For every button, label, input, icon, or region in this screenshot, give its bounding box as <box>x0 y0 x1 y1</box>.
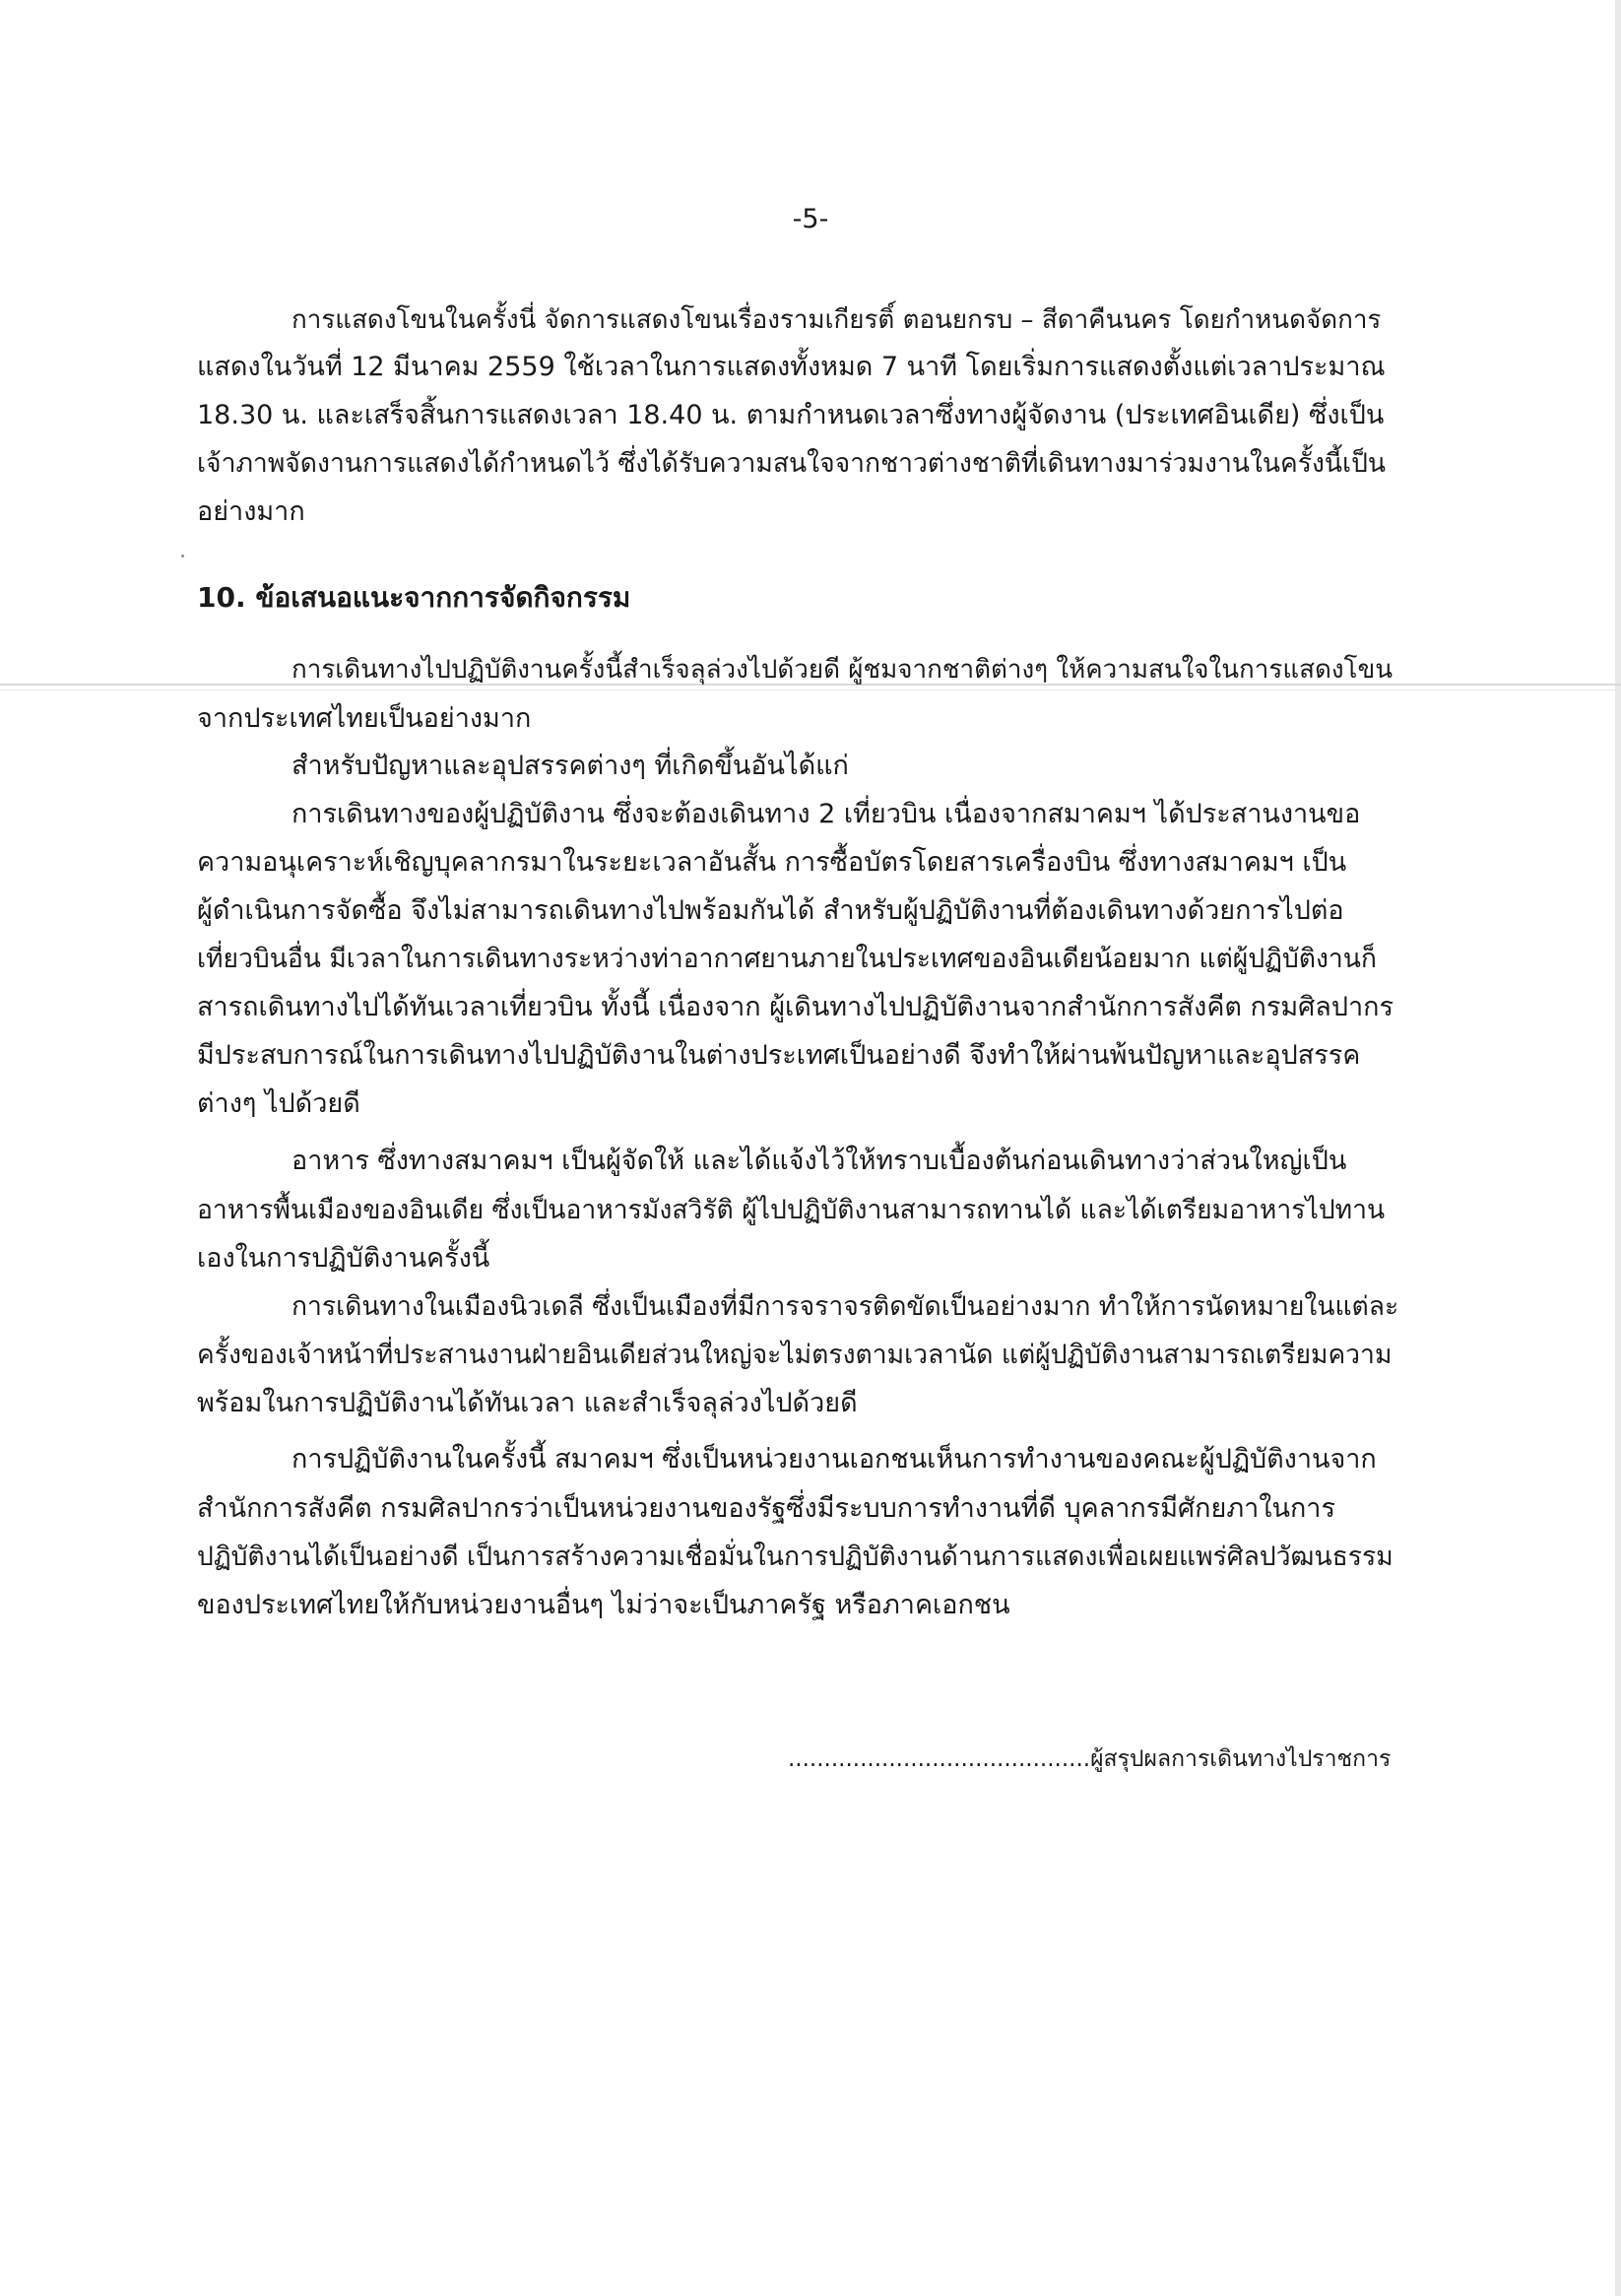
paragraph-7-line-2: สำนักการสังคีต กรมศิลปากรว่าเป็นหน่วยงานของรัฐซึ่งมีระบบการทำงานที่ดี บุคลากรมีศักยภาในการ <box>197 1493 1335 1524</box>
signature-line: ..........................................ผู้สรุปผลการเดินทางไปราชการ <box>788 1746 1392 1772</box>
page-number: -5- <box>792 204 829 234</box>
paragraph-6-line-2: ครั้งของเจ้าหน้าที่ประสานงานฝ่ายอินเดียส่วนใหญ่จะไม่ตรงตามเวลานัด แต่ผู้ปฏิบัติงานสามารถเตรียมความ <box>197 1340 1393 1370</box>
paragraph-7-line-1: การปฏิบัติงานในครั้งนี้ สมาคมฯ ซึ่งเป็นหน่วยงานเอกชนเห็นการทำงานของคณะผู้ปฏิบัติงานจาก <box>292 1444 1377 1475</box>
paragraph-5-line-3: เองในการปฏิบัติงานครั้งนี้ <box>197 1243 490 1274</box>
paragraph-5-line-2: อาหารพื้นเมืองของอินเดีย ซึ่งเป็นอาหารมังสวิรัติ ผู้ไปปฏิบัติงานสามารถทานได้ และได้เตรียมอาหารไปทาน <box>197 1195 1386 1225</box>
paragraph-1-line-5: อย่างมาก <box>197 496 305 527</box>
paragraph-1-line-3: 18.30 น. และเสร็จสิ้นการแสดงเวลา 18.40 น. ตามกำหนดเวลาซึ่งทางผู้จัดงาน (ประเทศอินเดีย) ซึ่งเป็น <box>197 400 1385 430</box>
paragraph-6-line-3: พร้อมในการปฏิบัติงานได้ทันเวลา และสำเร็จลุล่วงไปด้วยดี <box>197 1388 858 1418</box>
paragraph-4-line-7: ต่างๆ ไปด้วยดี <box>197 1088 360 1119</box>
scan-edge-shadow <box>1615 0 1621 2296</box>
paragraph-4-line-6: มีประสบการณ์ในการเดินทางไปปฏิบัติงานในต่างประเทศเป็นอย่างดี จึงทำให้ผ่านพ้นปัญหาและอุปสรรค <box>197 1040 1361 1071</box>
paragraph-2-line-2: จากประเทศไทยเป็นอย่างมาก <box>197 703 532 734</box>
paragraph-6-line-1: การเดินทางในเมืองนิวเดลี ซึ่งเป็นเมืองที่มีการจราจรติดขัดเป็นอย่างมาก ทำให้การนัดหมายในแต่ละ <box>292 1291 1399 1322</box>
paragraph-5-line-1: อาหาร ซึ่งทางสมาคมฯ เป็นผู้จัดให้ และได้แจ้งไว้ให้ทราบเบื้องต้นก่อนเดินทางว่าส่วนใหญ่เป็น <box>292 1146 1347 1176</box>
paragraph-4-line-3: ผู้ดำเนินการจัดซื้อ จึงไม่สามารถเดินทางไปพร้อมกันได้ สำหรับผู้ปฏิบัติงานที่ต้องเดินทางด้วยการไปต่อ <box>197 895 1344 926</box>
paragraph-4-line-4: เที่ยวบินอื่น มีเวลาในการเดินทางระหว่างท่าอากาศยานภายในประเทศของอินเดียน้อยมาก แต่ผู้ปฏิบัติงานก็ <box>197 944 1377 974</box>
paragraph-1-line-2: แสดงในวันที่ 12 มีนาคม 2559 ใช้เวลาในการแสดงทั้งหมด 7 นาที โดยเริ่มการแสดงตั้งแต่เวลาประมาณ <box>197 352 1386 382</box>
paragraph-4-line-5: สารถเดินทางไปได้ทันเวลาเที่ยวบิน ทั้งนี้ เนื่องจาก ผู้เดินทางไปปฏิบัติงานจากสำนักการสังคีต กรมศิลปากร <box>197 992 1394 1022</box>
paragraph-1-line-4: เจ้าภาพจัดงานการแสดงได้กำหนดไว้ ซึ่งได้รับความสนใจจากชาวต่างชาติที่เดินทางมาร่วมงานในครั้งนี้เป็น <box>197 448 1387 479</box>
paragraph-1-line-1: การแสดงโขนในครั้งนี่ จัดการแสดงโขนเรื่องรามเกียรติ์ ตอนยกรบ – สีดาคืนนคร โดยกำหนดจัดการ <box>292 305 1382 335</box>
section-heading: 10. ข้อเสนอแนะจากการจัดกิจกรรม <box>197 581 631 614</box>
scan-artifact-line <box>0 689 1621 690</box>
paragraph-7-line-3: ปฏิบัติงานได้เป็นอย่างดี เป็นการสร้างความเชื่อมั่นในการปฏิบัติงานด้านการแสดงเพื่อเผยแพร่ศิลปวัฒนธรรม <box>197 1542 1394 1572</box>
paragraph-3-line-1: สำหรับปัญหาและอุปสรรคต่างๆ ที่เกิดขึ้นอันได้แก่ <box>292 751 849 781</box>
paragraph-4-line-2: ความอนุเคราะห์เชิญบุคลากรมาในระยะเวลาอันสั้น การซื้อบัตรโดยสารเครื่องบิน ซึ่งทางสมาคมฯ เป็น <box>197 847 1347 878</box>
paragraph-2-line-1: การเดินทางไปปฏิบัติงานครั้งนี้สำเร็จลุล่วงไปด้วยดี ผู้ชมจากชาติต่างๆ ให้ความสนใจในการแสดงโขน <box>292 655 1394 685</box>
scan-speck <box>181 555 184 558</box>
paragraph-7-line-4: ของประเทศไทยให้กับหน่วยงานอื่นๆ ไม่ว่าจะเป็นภาครัฐ หรือภาคเอกชน <box>197 1590 1010 1620</box>
paragraph-4-line-1: การเดินทางของผู้ปฏิบัติงาน ซึ่งจะต้องเดินทาง 2 เที่ยวบิน เนื่องจากสมาคมฯ ได้ประสานงานขอ <box>292 799 1361 829</box>
